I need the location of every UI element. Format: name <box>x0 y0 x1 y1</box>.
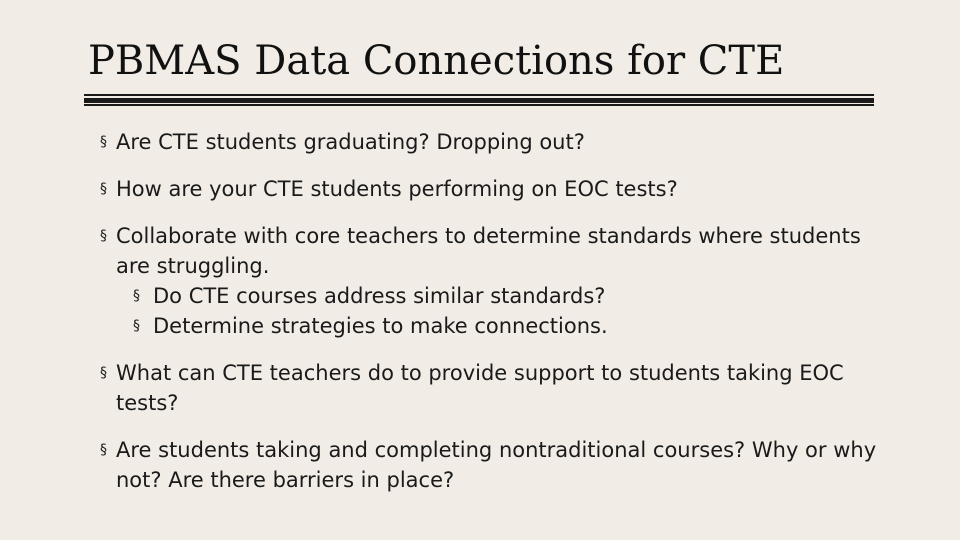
bullet-item <box>100 435 900 495</box>
bullet-text: How are your CTE students performing on EOC tests? <box>116 177 678 201</box>
bullet-marker-icon: § <box>100 228 107 244</box>
sub-bullet-marker-icon: § <box>133 318 140 334</box>
sub-bullet-item <box>133 281 900 311</box>
bullet-list <box>100 127 900 512</box>
bullet-item <box>100 127 900 157</box>
sub-bullet-text: Determine strategies to make connections. <box>153 314 608 338</box>
bullet-text: Are students taking and completing nontraditional courses? Why or why not? Are there barriers in place? <box>116 438 877 492</box>
title-underline-thick <box>84 98 874 103</box>
sub-bullet-item <box>133 311 900 341</box>
bullet-text: What can CTE teachers do to provide support to students taking EOC tests? <box>116 361 844 415</box>
slide-title: PBMAS Data Connections for CTE <box>88 38 785 84</box>
bullet-text: Collaborate with core teachers to determine standards where students are struggling. <box>116 224 861 278</box>
bullet-item <box>100 358 900 418</box>
bullet-marker-icon: § <box>100 442 107 458</box>
title-underline-thin-lower <box>84 104 874 106</box>
bullet-marker-icon: § <box>100 134 107 150</box>
bullet-marker-icon: § <box>100 365 107 381</box>
bullet-item <box>100 221 900 341</box>
bullet-marker-icon: § <box>100 181 107 197</box>
bullet-item <box>100 174 900 204</box>
title-underline-thin <box>84 94 874 96</box>
sub-bullet-marker-icon: § <box>133 288 140 304</box>
sub-bullet-text: Do CTE courses address similar standards? <box>153 284 606 308</box>
bullet-text: Are CTE students graduating? Dropping out? <box>116 130 585 154</box>
